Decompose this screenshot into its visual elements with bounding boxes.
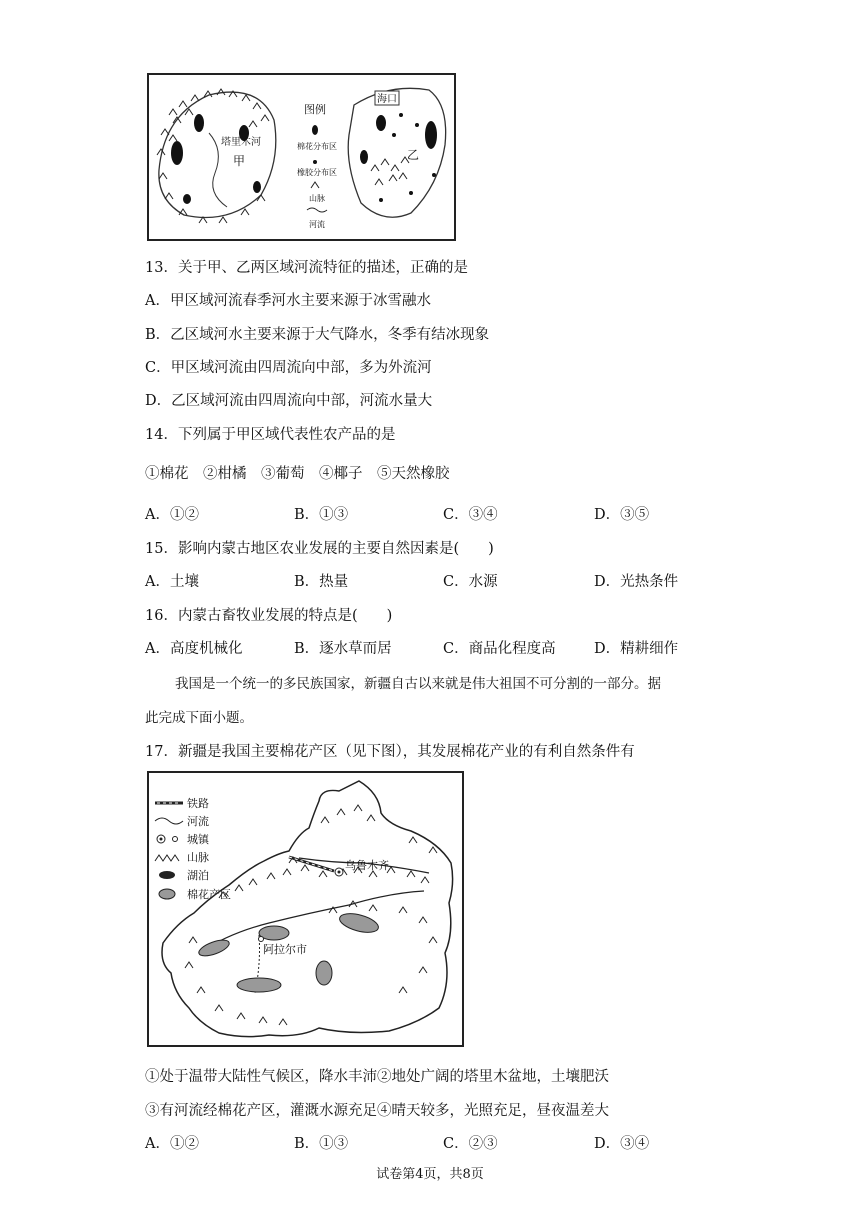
legend-cotton: 棉花分布区 bbox=[297, 142, 337, 151]
q14-option-c: C．③④ bbox=[443, 507, 498, 523]
q17-option-d: D．③④ bbox=[594, 1136, 650, 1152]
q15-option-c: C．水源 bbox=[443, 574, 498, 590]
q15-option-a: A．土壤 bbox=[145, 574, 199, 590]
q17-statement-2: ③有河流经棉花产区，灌溉水源充足④晴天较多，光照充足，昼夜温差大 bbox=[145, 1103, 609, 1119]
legend-railway: 铁路 bbox=[187, 797, 209, 810]
figure-xinjiang-map bbox=[147, 771, 464, 1047]
q14-option-a: A．①② bbox=[145, 507, 199, 523]
q15-option-b: B．热量 bbox=[294, 574, 349, 590]
legend-lake: 湖泊 bbox=[187, 869, 209, 882]
legend-mountain: 山脉 bbox=[309, 194, 325, 203]
q15-option-d: D．光热条件 bbox=[594, 574, 679, 590]
region-a-label: 甲 bbox=[233, 154, 246, 168]
q13-option-d: D．乙区域河流由四周流向中部，河流水量大 bbox=[145, 393, 433, 409]
q13-option-b: B．乙区域河水主要来源于大气降水，冬季有结冰现象 bbox=[145, 327, 490, 343]
page-footer: 试卷第4页，共8页 bbox=[376, 1167, 484, 1182]
q17-option-c: C．②③ bbox=[443, 1136, 498, 1152]
figure-cotton-rubber-map bbox=[147, 73, 456, 241]
map-illustration bbox=[149, 75, 454, 239]
q14-choices: ①棉花 ②柑橘 ③葡萄 ④椰子 ⑤天然橡胶 bbox=[145, 466, 450, 482]
q16-stem: 16．内蒙古畜牧业发展的特点是( ) bbox=[145, 608, 393, 624]
q14-option-d: D．③⑤ bbox=[594, 507, 650, 523]
city-alar: 阿拉尔市 bbox=[263, 943, 307, 956]
haikou-label: 海口 bbox=[377, 94, 397, 105]
legend-town: 城镇 bbox=[187, 833, 209, 846]
city-urumqi: 乌鲁木齐 bbox=[345, 859, 389, 872]
legend-mountain: 山脉 bbox=[187, 851, 209, 864]
q14-stem: 14．下列属于甲区域代表性农产品的是 bbox=[145, 427, 396, 443]
q13-option-c: C．甲区域河流由四周流向中部，多为外流河 bbox=[145, 360, 432, 376]
legend-river: 河流 bbox=[187, 815, 209, 828]
q14-option-b: B．①③ bbox=[294, 507, 349, 523]
q17-statement-1: ①处于温带大陆性气候区，降水丰沛②地处广阔的塔里木盆地，土壤肥沃 bbox=[145, 1069, 609, 1085]
legend-cotton: 棉花产区 bbox=[187, 888, 231, 901]
passage-line-2: 此完成下面小题。 bbox=[145, 710, 253, 726]
q16-option-b: B．逐水草而居 bbox=[294, 641, 392, 657]
q16-option-c: C．商品化程度高 bbox=[443, 641, 556, 657]
legend-river: 河流 bbox=[309, 220, 325, 229]
passage-line-1: 我国是一个统一的多民族国家，新疆自古以来就是伟大祖国不可分割的一部分。据 bbox=[175, 676, 661, 692]
q17-option-a: A．①② bbox=[145, 1136, 199, 1152]
map-legend bbox=[155, 796, 231, 901]
q17-stem: 17．新疆是我国主要棉花产区（见下图），其发展棉花产业的有利自然条件有 bbox=[145, 744, 635, 760]
q13-option-a: A．甲区域河流春季河水主要来源于冰雪融水 bbox=[145, 293, 431, 309]
river-label: 塔里木河 bbox=[221, 137, 261, 148]
region-b-label: 乙 bbox=[407, 148, 420, 162]
legend-title: 图例 bbox=[304, 103, 326, 116]
q17-option-b: B．①③ bbox=[294, 1136, 349, 1152]
xinjiang-map-illustration bbox=[149, 773, 462, 1045]
q16-option-d: D．精耕细作 bbox=[594, 641, 679, 657]
legend-rubber: 橡胶分布区 bbox=[297, 168, 337, 177]
q16-option-a: A．高度机械化 bbox=[145, 641, 243, 657]
q15-stem: 15．影响内蒙古地区农业发展的主要自然因素是( ) bbox=[145, 541, 494, 557]
q13-stem: 13．关于甲、乙两区域河流特征的描述，正确的是 bbox=[145, 260, 468, 276]
